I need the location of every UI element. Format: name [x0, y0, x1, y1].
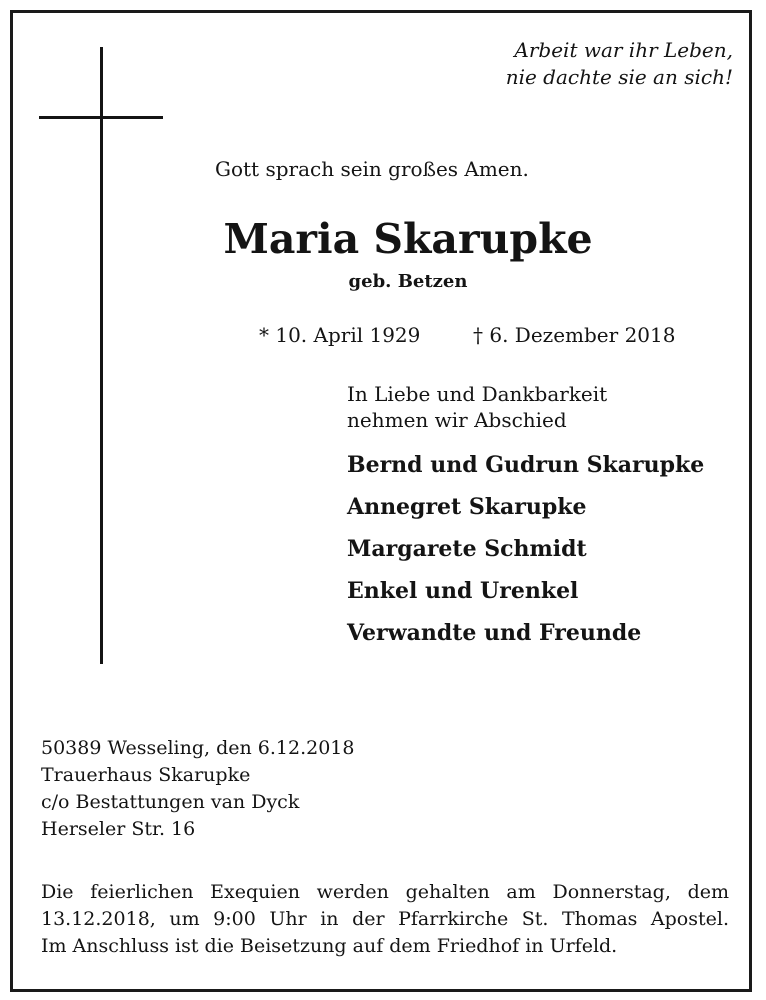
maiden-name: geb. Betzen: [348, 271, 468, 292]
deceased-name: Maria Skarupke: [223, 215, 593, 263]
notice-line: 13.12.2018, um 9:00 Uhr in der Pfarrkirche St. Thomas Apostel.: [41, 908, 729, 930]
farewell-text: [347, 381, 607, 433]
motto-line: Arbeit war ihr Leben,: [514, 38, 733, 62]
mourner-entry: Bernd und Gudrun Skarupke: [347, 452, 705, 478]
address-line: 50389 Wesseling, den 6.12.2018: [41, 737, 355, 759]
address-line: c/o Bestattungen van Dyck: [41, 791, 300, 813]
cross-icon-horizontal-beam: [39, 116, 163, 119]
intro-text: Gott sprach sein großes Amen.: [215, 157, 529, 181]
notice-line: Die feierlichen Exequien werden gehalten am Donnerstag, dem: [41, 881, 729, 903]
farewell-line: nehmen wir Abschied: [347, 408, 567, 432]
address-line: Trauerhaus Skarupke: [41, 764, 251, 786]
mourner-entry: Annegret Skarupke: [347, 494, 587, 520]
mourner-entry: Enkel und Urenkel: [347, 578, 579, 604]
cross-icon-vertical-beam: [100, 47, 103, 664]
obituary-frame: [10, 10, 752, 992]
motto-line: nie dachte sie an sich!: [505, 65, 733, 89]
address-block: [41, 735, 354, 843]
death-date: † 6. Dezember 2018: [473, 323, 676, 347]
mourner-entry: Verwandte und Freunde: [347, 620, 642, 646]
motto: [506, 37, 733, 91]
mourners-list: [347, 444, 704, 654]
mourner-entry: Margarete Schmidt: [347, 536, 587, 562]
birth-date: * 10. April 1929: [259, 323, 421, 347]
funeral-notice: [41, 879, 729, 960]
farewell-line: In Liebe und Dankbarkeit: [347, 382, 608, 406]
notice-line: Im Anschluss ist die Beisetzung auf dem Friedhof in Urfeld.: [41, 935, 618, 957]
address-line: Herseler Str. 16: [41, 818, 196, 840]
